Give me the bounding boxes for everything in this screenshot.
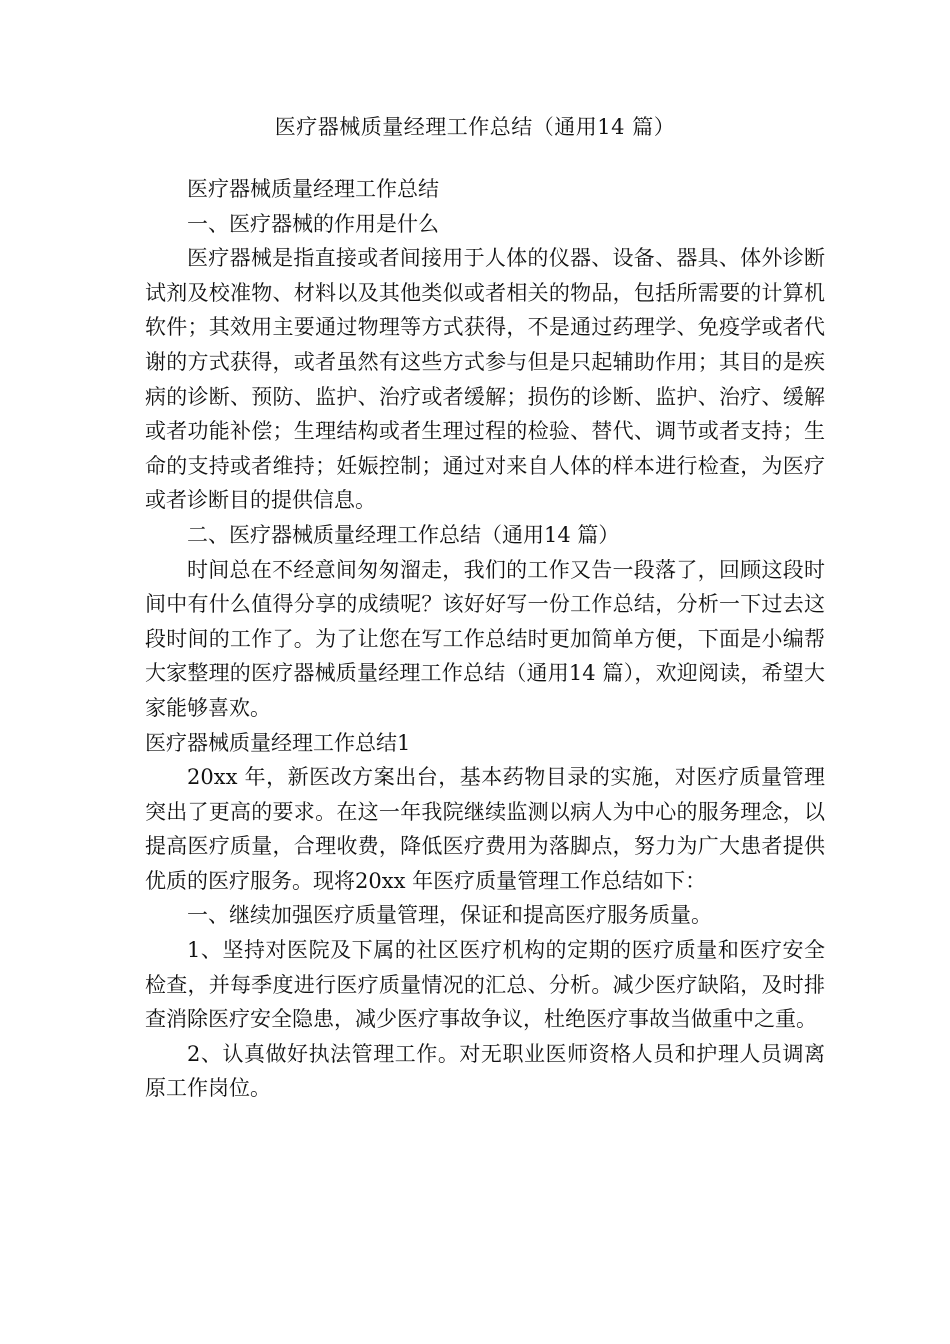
section-2-body: 时间总在不经意间匆匆溜走，我们的工作又告一段落了，回顾这段时间中有什么值得分享的成绩呢？该好好写一份工作总结，分析一下过去这段时间的工作了。为了让您在写工作总结时更加简单方便，下面是小编帮大家整理的医疗器械质量经理工作总结（通用14 篇），欢迎阅读，希望大家能够喜欢。 [145, 557, 825, 720]
section-2-heading: 二、医疗器械质量经理工作总结（通用14 篇） [187, 522, 620, 547]
summary-1-heading: 医疗器械质量经理工作总结1 [145, 730, 411, 755]
section-1-heading: 一、医疗器械的作用是什么 [187, 211, 439, 236]
document-title: 医疗器械质量经理工作总结（通用14 篇） [274, 115, 676, 139]
summary-1-intro: 20xx 年，新医改方案出台，基本药物目录的实施，对医疗质量管理突出了更高的要求。在这一年我院继续监测以病人为中心的服务理念，以提高医疗质量，合理收费，降低医疗费用为落脚点，努力为广大患者提供优质的医疗服务。现将20xx 年医疗质量管理工作总结如下： [145, 765, 825, 893]
intro-heading: 医疗器械质量经理工作总结 [187, 177, 439, 201]
section-1-body: 医疗器械是指直接或者间接用于人体的仪器、设备、器具、体外诊断试剂及校准物、材料以及其他类似或者相关的物品，包括所需要的计算机软件；其效用主要通过物理等方式获得，不是通过药理学、免疫学或者代谢的方式获得，或者虽然有这些方式参与但是只起辅助作用；其目的是疾病的诊断、预防、监护、治疗或者缓解；损伤的诊断、监护、治疗、缓解或者功能补偿；生理结构或者生理过程的检验、替代、调节或者支持；生命的支持或者维持；妊娠控制；通过对来自人体的样本进行检查，为医疗或者诊断目的提供信息。 [145, 246, 825, 513]
document-body [145, 172, 825, 1106]
summary-1-point-1: 一、继续加强医疗质量管理，保证和提高医疗服务质量。 [187, 903, 712, 928]
summary-1-item-1: 1、坚持对医院及下属的社区医疗机构的定期的医疗质量和医疗安全检查，并每季度进行医疗质量情况的汇总、分析。减少医疗缺陷，及时排查消除医疗安全隐患，减少医疗事故争议，杜绝医疗事故当做重中之重。 [145, 938, 825, 1032]
summary-1-item-2: 2、认真做好执法管理工作。对无职业医师资格人员和护理人员调离原工作岗位。 [145, 1041, 825, 1101]
